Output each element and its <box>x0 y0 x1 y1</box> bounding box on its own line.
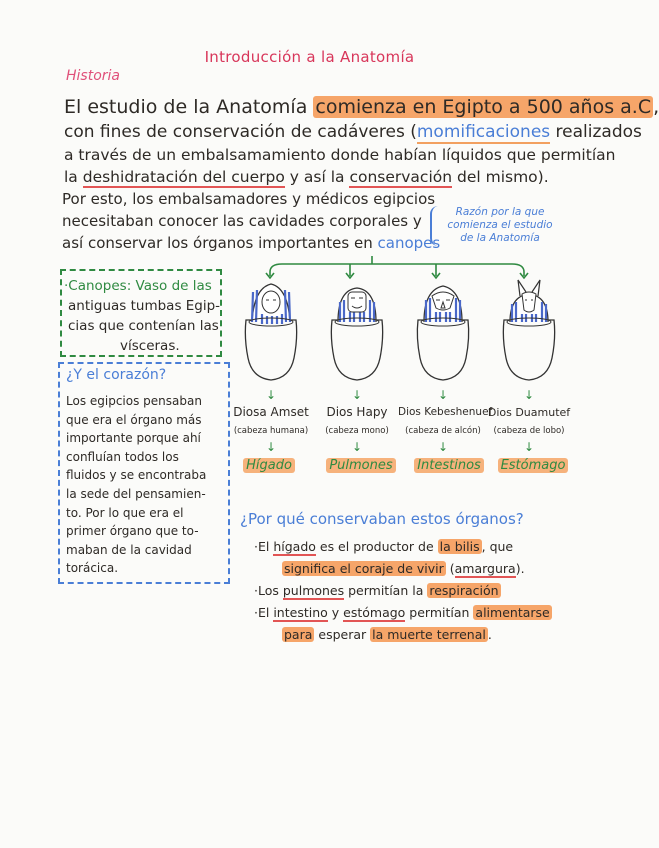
breathing-highlight: respiración <box>429 583 499 598</box>
canopes-def-line: antiguas tumbas Egip- <box>68 298 221 314</box>
why-question: ¿Por qué conservaban estos órganos? <box>240 510 524 528</box>
organ-label <box>406 458 492 473</box>
jar-god-name: Diosa Amset <box>233 405 309 419</box>
intro-text: la <box>64 168 83 186</box>
organ-liver: Hígado <box>243 458 295 473</box>
bullet-text: ·El <box>254 539 274 554</box>
baboon-head-jar-icon <box>324 278 390 384</box>
down-arrow-icon: ↓ <box>437 388 449 402</box>
bullet-digestion <box>254 602 552 624</box>
jackal-head-jar-icon <box>496 278 562 384</box>
highlight-egypt: comienza en Egipto a 500 años a.C <box>315 96 652 118</box>
heart-explanation <box>66 392 206 578</box>
conservation-term: conservación <box>349 168 453 186</box>
intro-line-1 <box>64 96 659 120</box>
bullet-digestion-cont <box>282 624 492 646</box>
liver-term: hígado <box>273 539 316 554</box>
earthly-death-highlight: la muerte terrenal <box>372 627 486 642</box>
intestine-term: intestino <box>273 605 328 620</box>
jar-god-name: Dios Kebeshenuef <box>398 406 493 418</box>
heart-line: Los egipcios pensaban <box>66 394 202 408</box>
feeding-highlight: alimentarse <box>475 605 550 620</box>
organ-label <box>226 458 312 473</box>
bullet-text: , que <box>481 539 514 554</box>
bullet-text: ). <box>515 561 525 576</box>
organ-label <box>318 458 404 473</box>
jar-god-name: Dios Hapy <box>326 405 388 419</box>
intro-text: realizados <box>550 122 642 142</box>
brace-icon <box>430 206 440 246</box>
heart-line: maban de la cavidad <box>66 542 192 557</box>
mummification-term: momificaciones <box>416 122 551 142</box>
bullet-text: es el productor de <box>315 539 438 554</box>
bile-highlight: la bilis <box>439 539 480 554</box>
down-arrow-icon: ↓ <box>523 388 535 402</box>
courage-highlight: significa el coraje de vivir <box>284 561 444 576</box>
reason-note: Razón por la que comienza el estudio de la Anatomía <box>447 206 553 244</box>
bullet-text: . <box>487 627 492 642</box>
down-arrow-icon: ↓ <box>437 440 449 454</box>
canopes-term: canopes <box>377 234 441 252</box>
heart-line: confluían todos los <box>66 449 179 464</box>
bitterness-term: amargura <box>454 561 516 576</box>
intro-text: y así la <box>284 168 350 186</box>
canopes-def-line: ·Canopes: Vaso de las <box>64 278 212 294</box>
bullet-text: y <box>327 605 344 620</box>
heart-line: que era el órgano más <box>66 412 202 427</box>
down-arrow-icon: ↓ <box>265 440 277 454</box>
down-arrow-icon: ↓ <box>265 388 277 402</box>
organ-lungs: Pulmones <box>326 458 395 473</box>
bullet-liver <box>254 536 513 558</box>
intro-line-4 <box>64 166 549 189</box>
down-arrow-icon: ↓ <box>351 388 363 402</box>
intro-text: , <box>653 96 659 118</box>
heart-line: torácica. <box>66 561 119 576</box>
falcon-head-jar-icon <box>410 278 476 384</box>
jar-god-name: Dios Duamutef <box>487 406 571 419</box>
organ-intestines: Intestinos <box>414 458 484 473</box>
reason-text: así conservar los órganos importantes en <box>62 234 378 252</box>
heart-line: primer órgano que to- <box>66 524 199 539</box>
bullet-text: ( <box>445 561 455 576</box>
heart-line: to. Por lo que era el <box>66 505 184 520</box>
page-title: Introducción a la Anatomía <box>204 48 415 66</box>
stomach-term: estómago <box>343 605 406 620</box>
jar-head-type: (cabeza humana) <box>233 426 309 436</box>
intro-line-3: a través de un embalsamamiento donde habían líquidos que permitían <box>64 146 616 164</box>
bullet-text: ·Los <box>254 583 283 598</box>
canopes-def-line: vísceras. <box>120 338 180 354</box>
heart-question: ¿Y el corazón? <box>66 367 167 383</box>
intro-text: El estudio de la Anatomía <box>64 96 314 118</box>
para-highlight: para <box>284 627 313 642</box>
human-head-jar-icon <box>238 278 304 384</box>
bullet-lungs <box>254 580 501 602</box>
heart-line: la sede del pensamien- <box>66 486 206 501</box>
reason-line-3 <box>62 234 440 252</box>
down-arrow-icon: ↓ <box>351 440 363 454</box>
lungs-term: pulmones <box>282 583 345 598</box>
intro-line-2 <box>64 121 642 144</box>
bullet-text: esperar <box>314 627 371 642</box>
canopes-def-line: cias que contenían las <box>68 318 219 334</box>
section-heading: Historia <box>66 68 120 84</box>
bullet-text: permitían <box>405 605 474 620</box>
reason-line-2: necesitaban conocer las cavidades corporales y <box>62 212 422 230</box>
jar-head-type: (cabeza de lobo) <box>493 426 565 436</box>
bullet-text: ·El <box>254 605 274 620</box>
bullet-liver-cont <box>282 558 525 580</box>
canopes-definition <box>64 276 220 356</box>
intro-text: del mismo). <box>452 168 549 186</box>
organ-label <box>490 458 576 473</box>
jar-head-type: (cabeza mono) <box>325 426 389 436</box>
heart-line: fluidos y se encontraba <box>66 468 207 483</box>
organ-stomach: Estómago <box>498 458 569 473</box>
dehydration-term: deshidratación del cuerpo <box>82 168 285 186</box>
canopes-tree-connector <box>262 254 532 280</box>
reason-line-1: Por esto, los embalsamadores y médicos egipcios <box>62 190 436 208</box>
intro-text: con fines de conservación de cadáveres ( <box>64 122 417 142</box>
bullet-text: permitían la <box>344 583 428 598</box>
jar-head-type: (cabeza de alcón) <box>405 426 481 436</box>
heart-line: importante porque ahí <box>66 431 201 446</box>
down-arrow-icon: ↓ <box>523 440 535 454</box>
